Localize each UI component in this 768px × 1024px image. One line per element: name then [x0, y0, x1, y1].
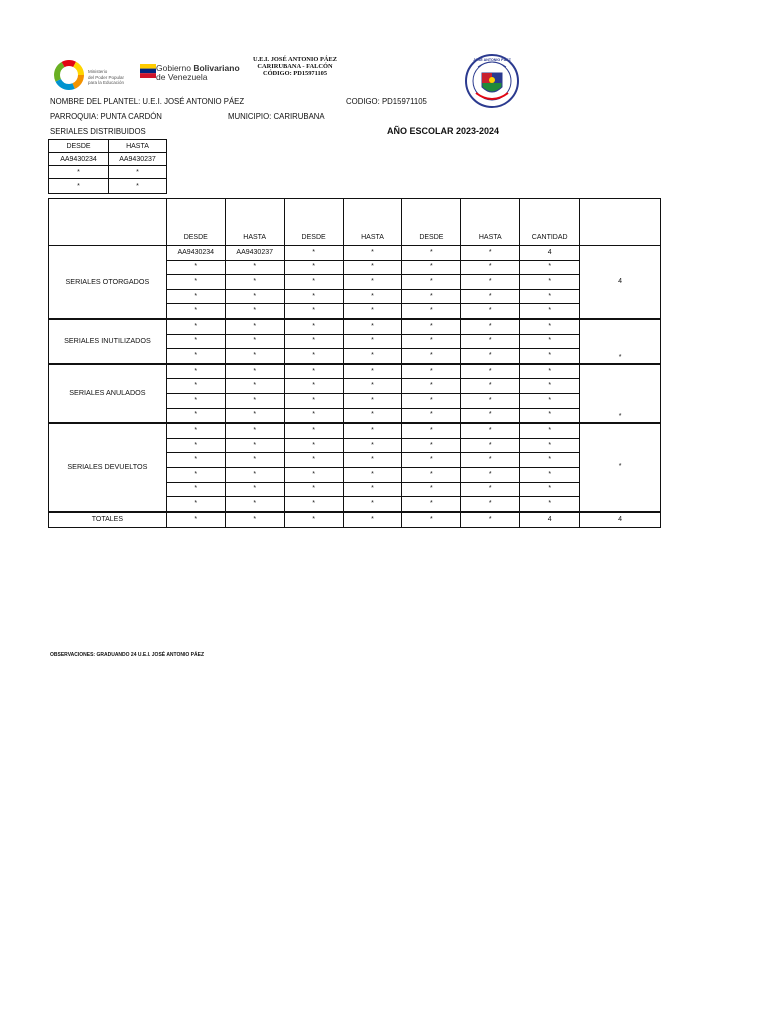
serial-cell: *: [402, 260, 461, 275]
group-total: *: [580, 319, 661, 364]
table-row: [49, 179, 167, 194]
serial-cell: *: [461, 349, 520, 364]
serial-cell: *: [520, 408, 580, 423]
table-row: [49, 364, 661, 379]
serial-cell: *: [461, 467, 520, 482]
serial-cell: *: [166, 423, 225, 438]
serial-cell: *: [225, 260, 284, 275]
serial-cell: *: [225, 408, 284, 423]
school-name: U.E.I. JOSÉ ANTONIO PÁEZ: [252, 56, 338, 63]
serial-cell: *: [225, 453, 284, 468]
serial-cell: *: [520, 379, 580, 394]
serial-cell: *: [343, 379, 402, 394]
totales-cell: *: [461, 512, 520, 528]
serial-cell: *: [284, 260, 343, 275]
serial-cell: *: [343, 482, 402, 497]
serial-cell: *: [284, 423, 343, 438]
serial-cell: *: [461, 260, 520, 275]
serial-cell: *: [166, 289, 225, 304]
serial-cell: *: [284, 246, 343, 261]
dist-cell: *: [49, 179, 109, 194]
serial-cell: *: [520, 349, 580, 364]
serial-cell: *: [225, 304, 284, 319]
serial-cell: *: [461, 423, 520, 438]
serial-cell: *: [284, 467, 343, 482]
serial-cell: *: [343, 334, 402, 349]
serial-cell: *: [402, 467, 461, 482]
serial-cell: *: [166, 304, 225, 319]
serial-cell: *: [520, 275, 580, 290]
serial-cell: *: [284, 408, 343, 423]
serial-cell: *: [284, 304, 343, 319]
serial-cell: 4: [520, 246, 580, 261]
serial-cell: *: [461, 319, 520, 334]
serial-cell: *: [520, 438, 580, 453]
venezuela-flag-icon: [140, 64, 156, 78]
serial-cell: *: [225, 379, 284, 394]
school-location: CARIRUBANA - FALCÓN: [257, 63, 333, 70]
serial-cell: *: [461, 393, 520, 408]
header-blank-cell: [49, 199, 167, 246]
table-row: [49, 153, 167, 166]
serial-cell: *: [284, 289, 343, 304]
serial-cell: *: [520, 467, 580, 482]
dist-cell: *: [109, 179, 167, 194]
serial-cell: *: [520, 304, 580, 319]
serial-cell: *: [520, 482, 580, 497]
serial-cell: *: [461, 246, 520, 261]
table-row: [49, 166, 167, 179]
serial-cell: *: [225, 289, 284, 304]
ministerio-text: Ministerio del Poder Popular para la Educación: [88, 69, 125, 85]
serial-cell: *: [166, 393, 225, 408]
serial-cell: *: [284, 482, 343, 497]
serial-cell: *: [343, 275, 402, 290]
serial-cell: *: [166, 379, 225, 394]
group-label: SERIALES OTORGADOS: [49, 246, 167, 319]
serial-cell: *: [402, 319, 461, 334]
table-row: [49, 423, 661, 438]
serial-cell: *: [225, 467, 284, 482]
serial-cell: *: [402, 423, 461, 438]
column-header-hasta: HASTA: [343, 199, 402, 246]
serial-cell: *: [166, 467, 225, 482]
dist-cell: AA9430237: [109, 153, 167, 166]
school-header: [230, 56, 360, 77]
plantel-name: NOMBRE DEL PLANTEL: U.E.I. JOSÉ ANTONIO PÁEZ: [50, 97, 245, 106]
serial-cell: *: [166, 438, 225, 453]
serial-cell: *: [520, 260, 580, 275]
serial-cell: *: [343, 246, 402, 261]
column-header-desde: DESDE: [166, 199, 225, 246]
serial-cell: *: [461, 364, 520, 379]
column-header-hasta: HASTA: [225, 199, 284, 246]
serial-cell: *: [225, 393, 284, 408]
serial-cell: *: [284, 364, 343, 379]
serial-cell: *: [461, 438, 520, 453]
school-seal: [464, 53, 520, 109]
group-label: SERIALES INUTILIZADOS: [49, 319, 167, 364]
serial-cell: *: [166, 334, 225, 349]
serial-cell: *: [166, 497, 225, 512]
serial-cell: *: [284, 393, 343, 408]
serial-cell: *: [461, 289, 520, 304]
table-header-row: [49, 199, 661, 246]
group-label: SERIALES ANULADOS: [49, 364, 167, 423]
serial-cell: *: [343, 304, 402, 319]
serial-cell: *: [225, 482, 284, 497]
serial-cell: *: [402, 304, 461, 319]
serial-cell: *: [225, 319, 284, 334]
serial-cell: *: [225, 497, 284, 512]
serial-cell: *: [284, 497, 343, 512]
serial-cell: *: [402, 497, 461, 512]
serial-cell: *: [166, 482, 225, 497]
dist-cell: AA9430234: [49, 153, 109, 166]
serial-cell: *: [402, 289, 461, 304]
serial-cell: *: [343, 408, 402, 423]
serial-cell: *: [402, 246, 461, 261]
dist-cell: *: [109, 166, 167, 179]
serial-cell: *: [343, 260, 402, 275]
serial-cell: *: [402, 349, 461, 364]
totales-cell: 4: [520, 512, 580, 528]
serial-cell: *: [520, 289, 580, 304]
serial-cell: *: [343, 393, 402, 408]
column-header-cantidad: CANTIDAD: [520, 199, 580, 246]
serial-cell: *: [520, 319, 580, 334]
serial-cell: *: [225, 334, 284, 349]
plantel-code: CODIGO: PD15971105: [346, 97, 427, 106]
serial-cell: *: [343, 364, 402, 379]
totales-cell: *: [166, 512, 225, 528]
header-total-blank: [580, 199, 661, 246]
serial-cell: *: [225, 275, 284, 290]
totales-cell: *: [225, 512, 284, 528]
serial-cell: *: [166, 364, 225, 379]
serial-cell: *: [520, 497, 580, 512]
serial-cell: *: [166, 408, 225, 423]
serial-cell: *: [520, 334, 580, 349]
ministerio-logo: [52, 58, 136, 94]
serial-cell: AA9430234: [166, 246, 225, 261]
serial-cell: *: [461, 482, 520, 497]
serial-cell: *: [461, 304, 520, 319]
serial-cell: *: [166, 453, 225, 468]
serial-cell: *: [284, 349, 343, 364]
serial-cell: *: [343, 349, 402, 364]
serial-cell: *: [402, 379, 461, 394]
dist-header-desde: DESDE: [49, 140, 109, 153]
school-code: CÓDIGO: PD15971105: [262, 70, 328, 77]
column-header-desde: DESDE: [402, 199, 461, 246]
group-total: 4: [580, 246, 661, 319]
totales-cell: *: [343, 512, 402, 528]
serial-cell: *: [402, 408, 461, 423]
parroquia: PARROQUIA: PUNTA CARDÓN: [50, 112, 162, 121]
serial-cell: *: [520, 423, 580, 438]
group-label: SERIALES DEVUELTOS: [49, 423, 167, 512]
anio-escolar: AÑO ESCOLAR 2023-2024: [387, 126, 500, 136]
observaciones: OBSERVACIONES: GRADUANDO 24 U.E.I. JOSÉ ANTONIO PÁEZ: [50, 652, 205, 658]
serial-cell: *: [225, 349, 284, 364]
dist-cell: *: [49, 166, 109, 179]
column-header-desde: DESDE: [284, 199, 343, 246]
serial-cell: *: [402, 438, 461, 453]
serial-cell: *: [166, 349, 225, 364]
totales-cell: *: [284, 512, 343, 528]
gobierno-logo: [140, 60, 240, 86]
serial-cell: *: [461, 497, 520, 512]
serial-cell: *: [520, 364, 580, 379]
column-header-hasta: HASTA: [461, 199, 520, 246]
serial-cell: *: [225, 423, 284, 438]
serial-cell: *: [284, 319, 343, 334]
group-total: *: [580, 423, 661, 512]
serial-cell: *: [284, 275, 343, 290]
serial-cell: *: [402, 393, 461, 408]
serial-cell: *: [343, 453, 402, 468]
serial-cell: *: [402, 334, 461, 349]
serial-cell: *: [461, 275, 520, 290]
serial-cell: *: [461, 453, 520, 468]
ministerio-ring-icon: [52, 58, 86, 92]
serial-cell: *: [402, 453, 461, 468]
serial-cell: *: [461, 408, 520, 423]
serial-cell: *: [284, 379, 343, 394]
serial-cell: *: [343, 438, 402, 453]
serial-cell: *: [225, 438, 284, 453]
serial-cell: *: [166, 275, 225, 290]
serial-cell: *: [343, 423, 402, 438]
gobierno-text: Gobierno Bolivariano de Venezuela: [156, 63, 240, 82]
totales-row: [49, 512, 661, 528]
serial-cell: *: [284, 438, 343, 453]
serial-cell: *: [343, 289, 402, 304]
serial-cell: *: [461, 334, 520, 349]
serial-cell: *: [284, 453, 343, 468]
serial-cell: *: [343, 497, 402, 512]
totales-cell: *: [402, 512, 461, 528]
serial-cell: *: [402, 482, 461, 497]
table-row: [49, 246, 661, 261]
serial-cell: *: [166, 260, 225, 275]
grand-total: 4: [580, 512, 661, 528]
serial-cell: *: [284, 334, 343, 349]
table-row: [49, 140, 167, 153]
serial-cell: *: [343, 467, 402, 482]
serial-cell: *: [520, 453, 580, 468]
table-row: [49, 319, 661, 334]
municipio: MUNICIPIO: CARIRUBANA: [228, 112, 325, 121]
serial-cell: AA9430237: [225, 246, 284, 261]
serial-cell: *: [402, 275, 461, 290]
serial-cell: *: [225, 364, 284, 379]
seriales-distribuidos-label: SERIALES DISTRIBUIDOS: [50, 127, 146, 136]
totales-label: TOTALES: [49, 512, 167, 528]
group-total: *: [580, 364, 661, 423]
seal-text: JOSÉ ANTONIO PÁEZ: [473, 58, 511, 62]
serial-cell: *: [520, 393, 580, 408]
serial-cell: *: [166, 319, 225, 334]
distribuidos-table: [48, 139, 167, 194]
serial-cell: *: [461, 379, 520, 394]
seriales-table: [48, 198, 661, 528]
serial-cell: *: [343, 319, 402, 334]
dist-header-hasta: HASTA: [109, 140, 167, 153]
serial-cell: *: [402, 364, 461, 379]
